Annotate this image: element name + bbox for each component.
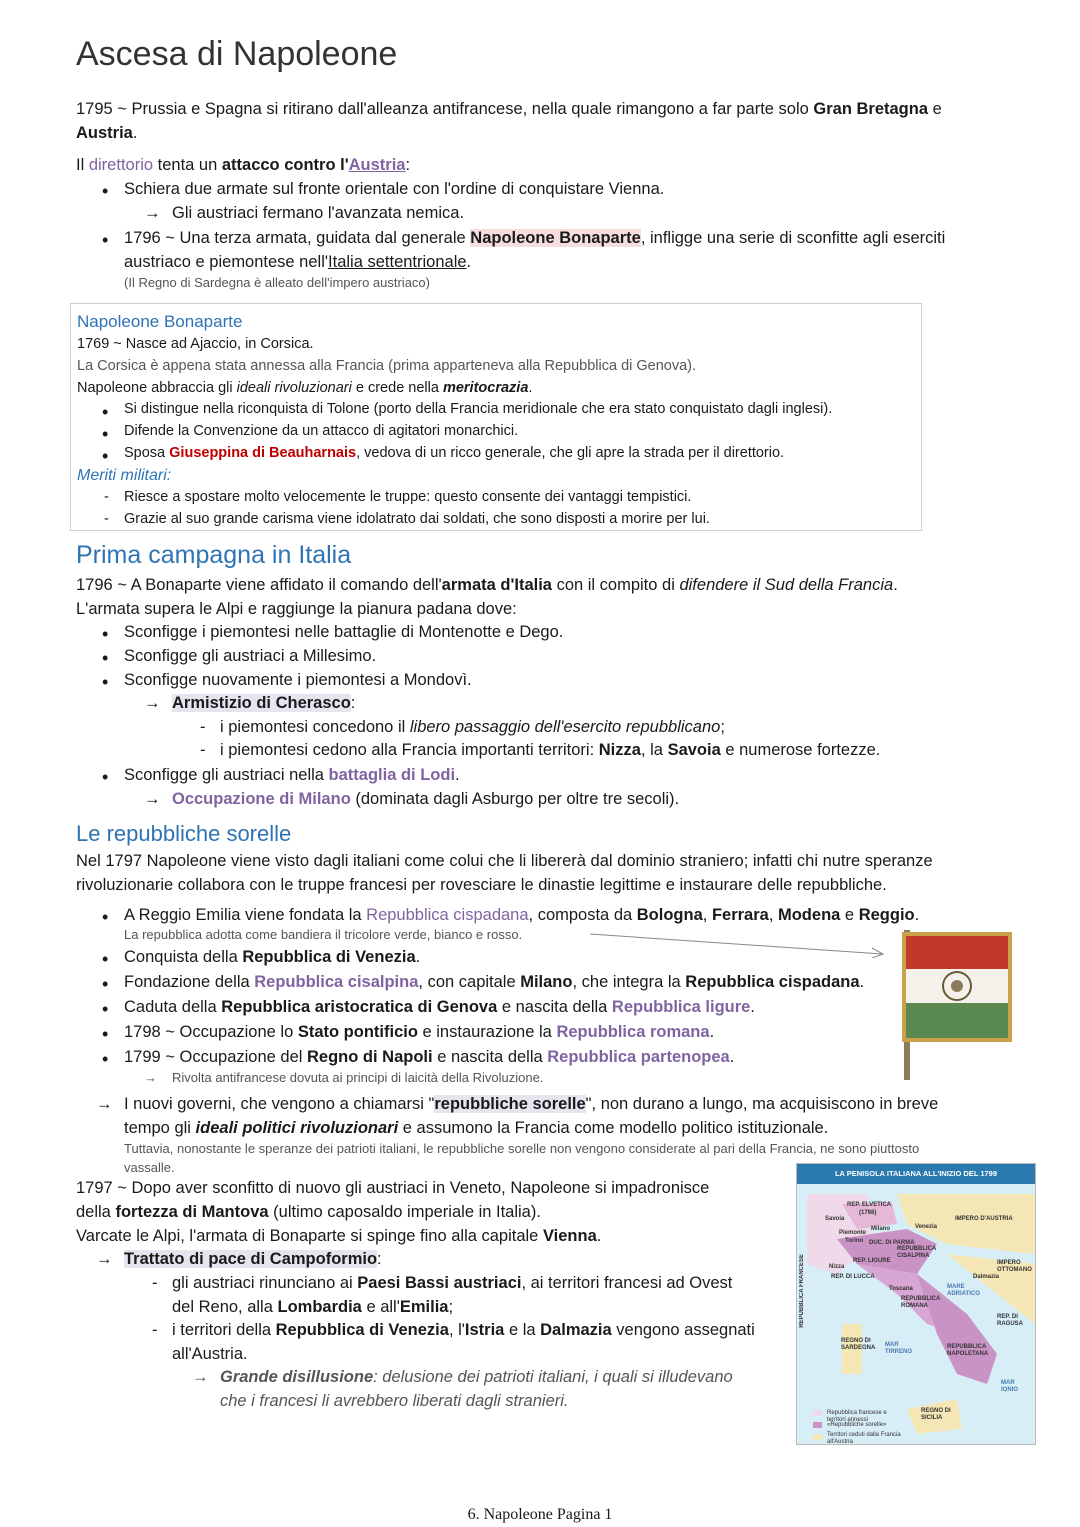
note: La repubblica adotta come bandiera il tricolore verde, bianco e rosso. bbox=[124, 927, 523, 942]
tricolore-flag-image bbox=[902, 932, 1012, 1042]
list-item: → Occupazione di Milano (dominata dagli Asburgo per oltre tre secoli). bbox=[172, 788, 679, 812]
list-item: • Sconfigge i piemontesi nelle battaglie di Montenotte e Dego. bbox=[124, 621, 563, 645]
list-item: → Gli austriaci fermano l'avanzata nemica. bbox=[172, 202, 1002, 226]
box-dash: - Grazie al suo grande carisma viene idolatrato dai soldati, che sono disposti a morire per lui. bbox=[124, 509, 710, 531]
box-bullet: • Sposa Giuseppina di Beauharnais, vedova di un ricco generale, che gli apre la strada per il direttorio. bbox=[124, 443, 914, 465]
list-item: • Sconfigge nuovamente i piemontesi a Mondovì. bbox=[124, 669, 472, 693]
flag-pointer-arrow bbox=[590, 928, 890, 958]
list-item: • Fondazione della Repubblica cisalpina, con capitale Milano, che integra la Repubblica cispadana. bbox=[124, 971, 904, 995]
box-bullet: • Difende la Convenzione da un attacco di agitatori monarchici. bbox=[124, 421, 518, 443]
box-line: 1769 ~ Nasce ad Ajaccio, in Corsica. bbox=[77, 336, 314, 352]
section-title: Prima campagna in Italia bbox=[76, 541, 352, 569]
sorelle-paragraph: Nel 1797 Napoleone viene visto dagli italiani come colui che li libererà dal dominio straniero; infatti chi nutre speranze rivoluzionarie collabora con le truppe francesi per rovesciare le dinastie legittime e instaurare delle repubbliche. bbox=[76, 852, 933, 894]
box-line: Napoleone abbraccia gli ideali rivoluzionari e crede nella meritocrazia. bbox=[77, 380, 533, 396]
list-item: → Armistizio di Cherasco: bbox=[172, 692, 355, 716]
list-item: • 1799 ~ Occupazione del Regno di Napoli e nascita della Repubblica partenopea. bbox=[124, 1046, 734, 1070]
list-item: - i territori della Repubblica di Venezia, l'Istria e la Dalmazia vengono assegnati all'Austria. bbox=[172, 1319, 792, 1367]
intro-paragraph: 1795 ~ Prussia e Spagna si ritirano dall'alleanza antifrancese, nella quale rimangono a far parte solo Gran Bretagna e Austria. bbox=[76, 100, 942, 142]
direttorio-paragraph: Il direttorio tenta un attacco contro l'Austria: bbox=[76, 156, 411, 174]
page-footer: 6. Napoleone Pagina 1 bbox=[467, 1506, 613, 1523]
note: (Il Regno di Sardegna è alleato dell'impero austriaco) bbox=[124, 275, 430, 290]
box-dash: - Riesce a spostare molto velocemente le truppe: questo consente dei vantaggi tempistici. bbox=[124, 487, 691, 509]
sorelle-conclusion: → I nuovi governi, che vengono a chiamarsi "repubbliche sorelle", non durano a lungo, ma acquisiscono in breve tempo gli ideali politici rivoluzionari e assumono la Francia come modello politico istituzionale. bbox=[124, 1093, 1024, 1141]
list-item: • Conquista della Repubblica di Venezia. bbox=[124, 946, 420, 970]
note: → Rivolta antifrancese dovuta ai principi di laicità della Rivoluzione. bbox=[144, 1070, 544, 1085]
list-item: → Trattato di pace di Campoformio: bbox=[124, 1248, 382, 1272]
box-bullet: • Si distingue nella riconquista di Tolone (porto della Francia meridionale che era stato conquistato dagli inglesi). bbox=[124, 399, 914, 421]
list-item: - i piemontesi cedono alla Francia importanti territori: Nizza, la Savoia e numerose fortezze. bbox=[220, 739, 880, 763]
list-item: • Caduta della Repubblica aristocratica di Genova e nascita della Repubblica ligure. bbox=[124, 996, 755, 1020]
page-title: Ascesa di Napoleone bbox=[76, 35, 398, 73]
map-title: LA PENISOLA ITALIANA ALL'INIZIO DEL 1799 bbox=[797, 1164, 1035, 1184]
campagna-paragraph: 1796 ~ A Bonaparte viene affidato il comando dell'armata d'Italia con il compito di difendere il Sud della Francia. L'armata supera le Alpi e raggiunge la pianura padana dove: bbox=[76, 576, 898, 618]
list-item: • 1798 ~ Occupazione lo Stato pontificio e instaurazione la Repubblica romana. bbox=[124, 1021, 714, 1045]
list-item: • Schiera due armate sul fronte orientale con l'ordine di conquistare Vienna. bbox=[124, 178, 1004, 202]
section-title: Le repubbliche sorelle bbox=[76, 821, 292, 846]
list-item: → Grande disillusione: delusione dei patrioti italiani, i quali si illudevano che i francesi li avrebbero liberati dagli stranieri. bbox=[220, 1366, 780, 1414]
list-item: • Sconfigge gli austriaci a Millesimo. bbox=[124, 645, 376, 669]
list-item: • Sconfigge gli austriaci nella battaglia di Lodi. bbox=[124, 764, 460, 788]
italy-1799-map: LA PENISOLA ITALIANA ALL'INIZIO DEL 1799 REP. ELVETICA (1798) IMPERO D'AUSTRIA Savoia Milano Venezia Piemonte Torino DUC. DI PARMA REPUBBLICA CISALPINA REP. LIGURE REP. DI LUCCA Nizza Toscana REPUBBLICA ROMANA IMPERO OTTOMANO Dalmazia REP. DI RAGUSA REGNO DI SARDEGNA REPUBBLICA NAPOLETANA REGNO DI SICILIA REPUBBLICA FRANCESE MAR TIRRENO MARE ADRIATICO MAR IONIO Repubblica francese e territori annessi «Repubbliche sorelle» Territori ceduti dalla Francia all'Austria bbox=[796, 1163, 1036, 1445]
campoformio-paragraph: 1797 ~ Dopo aver sconfitto di nuovo gli austriaci in Veneto, Napoleone si impadronisce della fortezza di Mantova (ultimo caposaldo imperiale in Italia). Varcate le Alpi, l'armata di Bonaparte si spinge fino alla capitale Vienna. bbox=[76, 1179, 710, 1245]
note: Tuttavia, nonostante le speranze dei patrioti italiani, le repubbliche sorelle non vengono considerate al pari della Francia, ne sono piuttosto vassalle. bbox=[124, 1141, 920, 1175]
box-title: Napoleone Bonaparte bbox=[77, 312, 243, 331]
list-item: - i piemontesi concedono il libero passaggio dell'esercito repubblicano; bbox=[220, 716, 725, 740]
box-line: La Corsica è appena stata annessa alla Francia (prima apparteneva alla Repubblica di Genova). bbox=[77, 358, 697, 374]
box-subtitle: Meriti militari: bbox=[77, 467, 172, 484]
list-item: • 1796 ~ Una terza armata, guidata dal generale Napoleone Bonaparte, infligge una serie di sconfitte agli eserciti austriaco e piemontese nell'Italia settentrionale. bbox=[124, 227, 1014, 275]
list-item: - gli austriaci rinunciano ai Paesi Bassi austriaci, ai territori francesi ad Ovest del Reno, alla Lombardia e all'Emilia; bbox=[172, 1272, 782, 1320]
list-item: • A Reggio Emilia viene fondata la Repubblica cispadana, composta da Bologna, Ferrara, Modena e Reggio. bbox=[124, 904, 984, 928]
